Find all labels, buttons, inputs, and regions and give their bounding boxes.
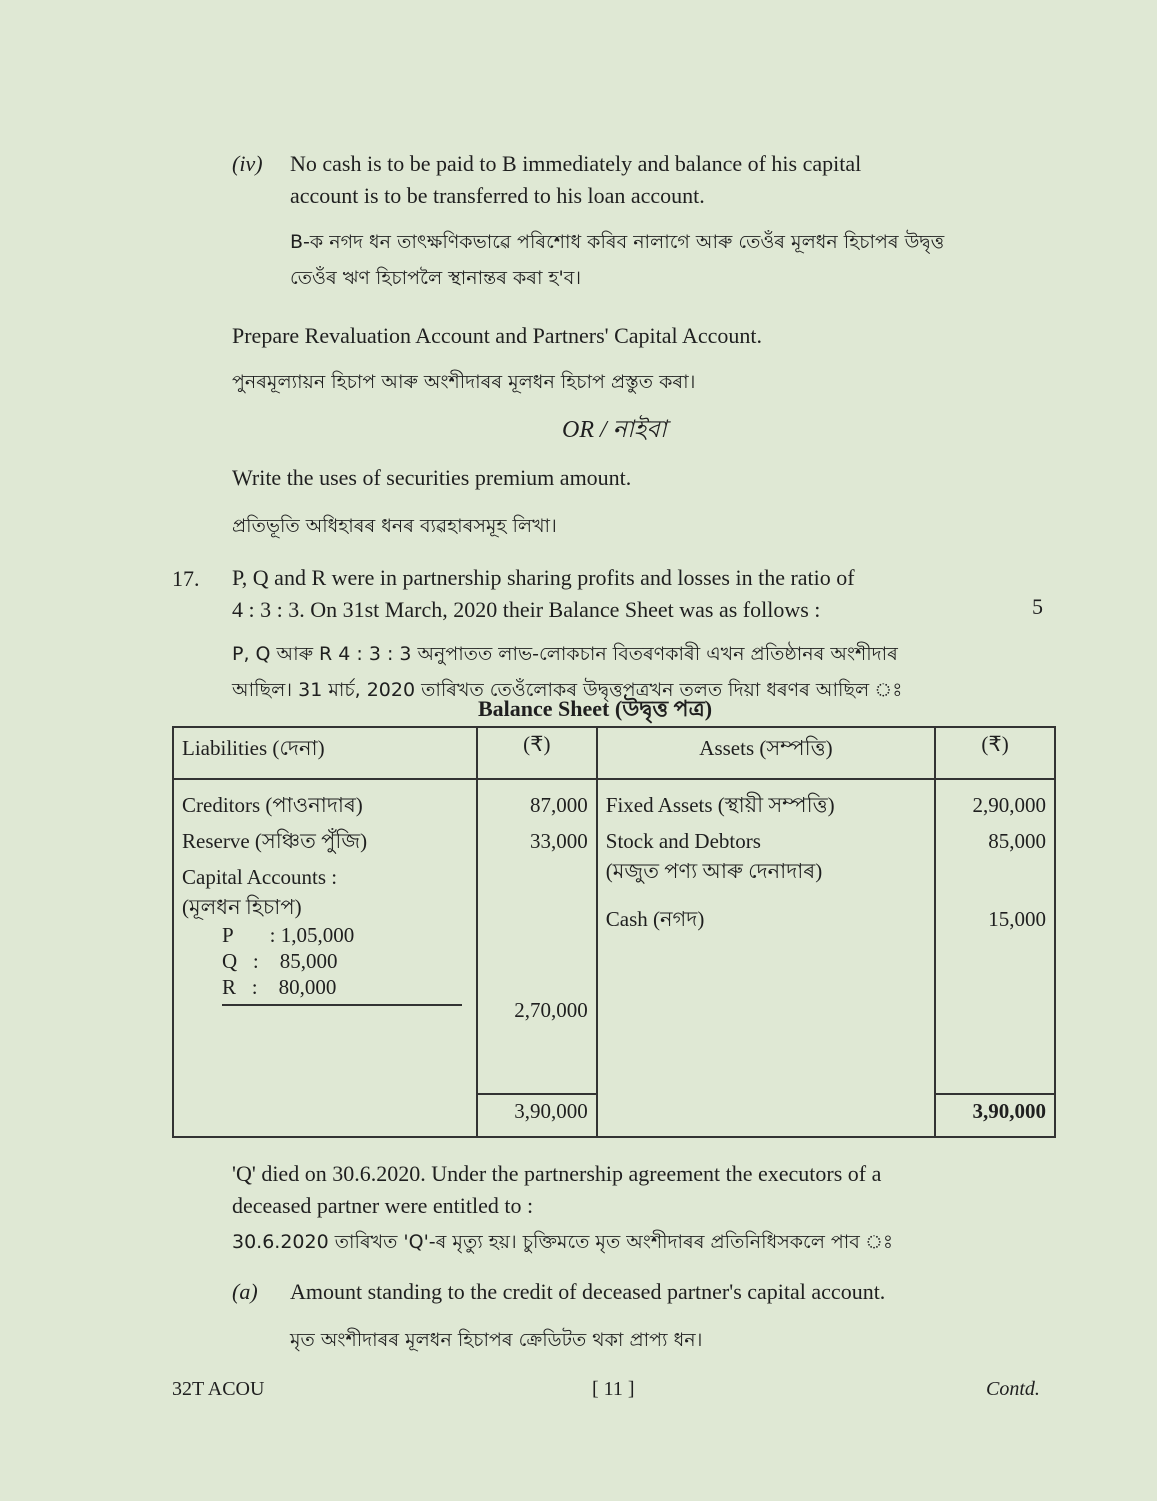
balance-sheet-table xyxy=(172,726,1056,1138)
liabilities-amounts-cell xyxy=(477,779,597,1094)
reserve-label: Reserve (সঞ্চিত পুঁজি) xyxy=(182,829,368,853)
table-header-row xyxy=(173,727,1055,779)
item-iv-en-line1: No cash is to be paid to B immediately and balance of his capital xyxy=(290,151,862,176)
q17-en xyxy=(232,562,1052,626)
total-liabilities: 3,90,000 xyxy=(477,1094,597,1137)
q17-en-line2: 4 : 3 : 3. On 31st March, 2020 their Balance Sheet was as follows : xyxy=(232,597,821,622)
stock-debtors-label: Stock and Debtors xyxy=(605,829,761,853)
capital-amount: 2,70,000 xyxy=(514,998,588,1022)
paper-code: 32T ACOU xyxy=(172,1378,265,1400)
q-death-bn: 30.6.2020 তাৰিখত 'Q'-ৰ মৃত্যু হয়। চুক্তিমতে মৃত অংশীদাৰৰ প্ৰতিনিধিসকলে পাব ঃ xyxy=(232,1231,894,1253)
header-assets: Assets (সম্পত্তি) xyxy=(597,727,935,779)
q-death-en-line1: 'Q' died on 30.6.2020. Under the partnership agreement the executors of a xyxy=(232,1161,882,1186)
continued-label: Contd. xyxy=(986,1378,1040,1400)
prepare-en: Prepare Revaluation Account and Partners' Capital Account. xyxy=(232,323,762,348)
item-a-label: (a) xyxy=(232,1279,258,1304)
creditors-label: Creditors (পাওনাদাৰ) xyxy=(182,793,363,817)
stock-debtors-bn: (মজুত পণ্য আৰু দেনাদাৰ) xyxy=(605,859,823,883)
cash-amount: 15,000 xyxy=(988,907,1046,931)
alt-question-bn: প্ৰতিভূতি অধিহাৰৰ ধনৰ ব্যৱহাৰসমূহ লিখা। xyxy=(232,515,557,537)
stock-debtors-amount: 85,000 xyxy=(988,829,1046,853)
total-assets: 3,90,000 xyxy=(935,1094,1055,1137)
liabilities-cell xyxy=(173,779,477,1094)
capital-accounts-bn: (মূলধন হিচাপ) xyxy=(182,895,302,919)
q-death-text xyxy=(232,1158,1062,1222)
item-iv-en-line2: account is to be transferred to his loan account. xyxy=(290,183,705,208)
cash-label: Cash (নগদ) xyxy=(605,907,705,931)
item-iv-text xyxy=(290,148,1070,212)
partner-p-capital: P : 1,05,000 xyxy=(222,923,355,947)
q17-en-line1: P, Q and R were in partnership sharing profits and losses in the ratio of xyxy=(232,565,855,590)
reserve-amount: 33,000 xyxy=(530,829,588,853)
item-iv-bn xyxy=(290,224,1080,296)
q-death-en-line2: deceased partner were entitled to : xyxy=(232,1193,534,1218)
prepare-bn: পুনৰমূল্যায়ন হিচাপ আৰু অংশীদাৰৰ মূলধন হিচাপ প্ৰস্তুত কৰা। xyxy=(232,371,696,393)
item-a-en: Amount standing to the credit of deceased partner's capital account. xyxy=(290,1279,886,1304)
header-liabilities-amount: (₹) xyxy=(477,727,597,779)
total-row xyxy=(173,1094,1055,1137)
header-assets-amount: (₹) xyxy=(935,727,1055,779)
creditors-amount: 87,000 xyxy=(530,793,588,817)
item-iv-bn-line2: তেওঁৰ ঋণ হিচাপলৈ স্থানান্তৰ কৰা হ'ব। xyxy=(290,267,582,289)
page-number: [ 11 ] xyxy=(592,1378,635,1400)
fixed-assets-amount: 2,90,000 xyxy=(972,793,1046,817)
item-iv-bn-line1: B-ক নগদ ধন তাৎক্ষণিকভাৱে পৰিশোধ কৰিব নালাগে আৰু তেওঁৰ মূলধন হিচাপৰ উদ্বৃত্ত xyxy=(290,231,945,253)
balance-sheet-title: Balance Sheet (উদ্বৃত্ত পত্ৰ) xyxy=(478,696,713,721)
header-liabilities: Liabilities (দেনা) xyxy=(173,727,477,779)
assets-cell xyxy=(597,779,935,1094)
assets-amounts-cell xyxy=(935,779,1055,1094)
item-a-bn: মৃত অংশীদাৰৰ মূলধন হিচাপৰ ক্ৰেডিটত থকা প্ৰাপ্য ধন। xyxy=(290,1329,703,1351)
subtotal-rule xyxy=(222,1004,462,1006)
partner-r-capital: R : 80,000 xyxy=(222,975,337,999)
question-number: 17. xyxy=(172,566,200,591)
marks: 5 xyxy=(1032,594,1043,619)
fixed-assets-label: Fixed Assets (স্থায়ী সম্পত্তি) xyxy=(605,793,835,817)
q17-bn-line1: P, Q আৰু R 4 : 3 : 3 অনুপাতত লাভ-লোকচান বিতৰণকাৰী এখন প্ৰতিষ্ঠানৰ অংশীদাৰ xyxy=(232,643,898,665)
item-iv-label: (iv) xyxy=(232,151,263,176)
or-divider: OR / নাইবা xyxy=(562,417,667,443)
partner-q-capital: Q : 85,000 xyxy=(222,949,338,973)
q17-bn-line2: আছিল। 31 মাৰ্চ, 2020 তাৰিখত তেওঁলোকৰ উদ্বৃত্তপত্ৰখন তলত দিয়া ধৰণৰ আছিল ঃ xyxy=(232,679,903,701)
table-row xyxy=(173,779,1055,1094)
alt-question-en: Write the uses of securities premium amount. xyxy=(232,465,632,490)
capital-accounts-label: Capital Accounts : xyxy=(182,865,338,889)
